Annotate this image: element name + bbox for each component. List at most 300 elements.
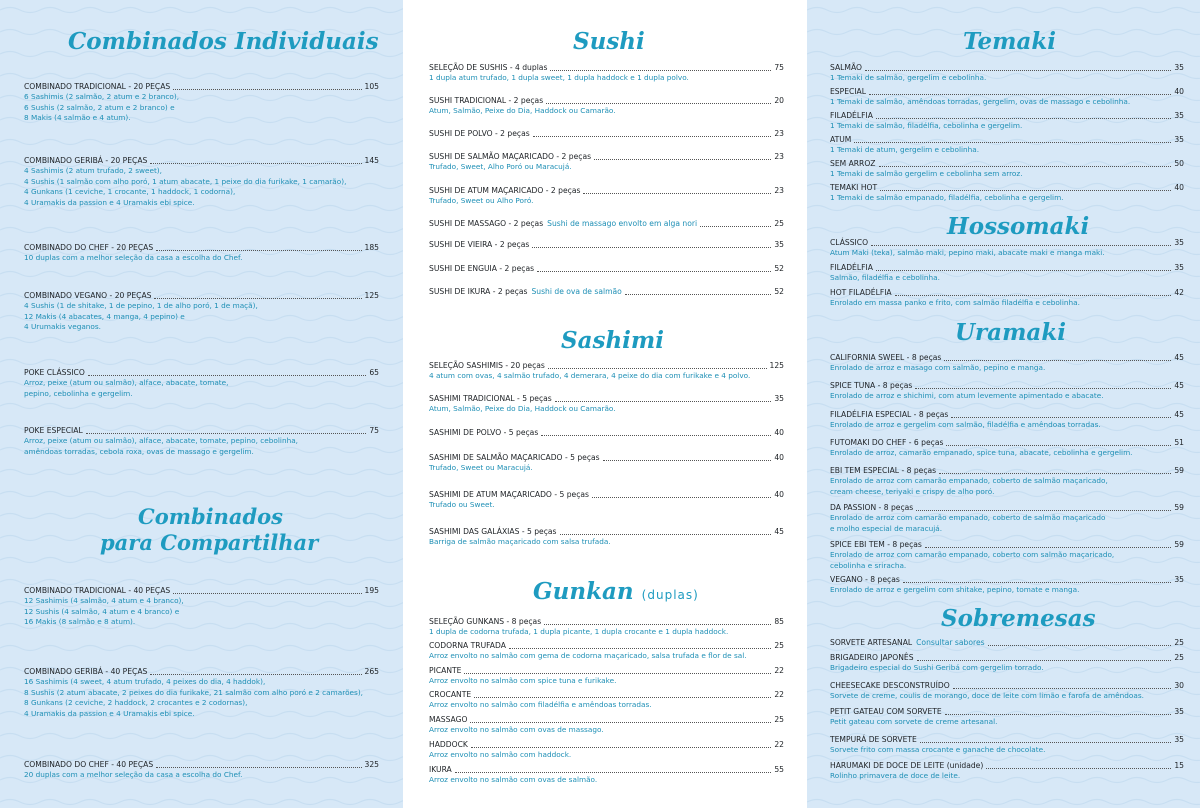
menu-item-price: 35 — [1174, 575, 1184, 584]
dot-leader — [541, 435, 771, 436]
dot-leader — [986, 768, 1171, 769]
dot-leader — [939, 473, 1171, 474]
menu-item-price: 75 — [774, 63, 784, 72]
dot-leader — [854, 142, 1171, 143]
wave-line — [0, 734, 403, 739]
menu-item — [830, 63, 1184, 84]
menu-item-row — [429, 63, 784, 73]
wave-line — [807, 756, 1200, 761]
menu-item-description: 8 Makis (4 salmão e 4 atum). — [24, 113, 131, 123]
dot-leader — [895, 295, 1172, 296]
menu-item-price: 35 — [774, 394, 784, 403]
menu-item-price: 35 — [1174, 238, 1184, 247]
menu-item-name: CLÁSSICO — [830, 238, 869, 247]
dot-leader — [150, 674, 361, 675]
menu-item-row — [830, 638, 1184, 648]
menu-item-description: Sorvete frito com massa crocante e ganache de chocolate. — [830, 745, 1046, 754]
menu-item-description: Enrolado de arroz com camarão empanado, coberto com salmão maçaricado, — [830, 550, 1115, 559]
menu-item-price: 105 — [364, 82, 379, 91]
menu-item-name: HOT FILADÉLFIA — [830, 288, 892, 297]
wave-line — [0, 404, 403, 409]
menu-item-name: PETIT GATEAU COM SORVETE — [830, 707, 942, 716]
menu-item-name: SUSHI DE ATUM MAÇARICADO - 2 peças — [429, 186, 581, 195]
menu-item-price: 35 — [1174, 263, 1184, 272]
wave-line — [0, 140, 403, 145]
title-temaki: Temaki — [963, 28, 1057, 55]
menu-item-description: 4 Gunkans (1 ceviche, 1 crocante, 1 haddock, 1 codorna), — [24, 187, 236, 197]
menu-item-row — [830, 111, 1184, 121]
menu-item-row — [830, 466, 1184, 476]
menu-item — [429, 641, 784, 662]
menu-item-row — [429, 264, 784, 274]
menu-item-description: pepino, cebolinha e gergelim. — [24, 388, 133, 398]
menu-item-description: e molho especial de maracujá. — [830, 523, 943, 533]
dot-leader — [944, 360, 1171, 361]
menu-item — [830, 761, 1184, 782]
dot-leader — [951, 417, 1171, 418]
menu-item — [429, 186, 784, 207]
dot-leader — [988, 645, 1172, 646]
menu-item — [429, 152, 784, 173]
menu-item-name: COMBINADO GERIBÁ - 40 PEÇAS — [24, 667, 148, 676]
menu-item-description: Trufado ou Sweet. — [429, 500, 495, 509]
menu-item — [830, 575, 1184, 596]
title-hossomaki: Hossomaki — [947, 213, 1090, 240]
menu-item-description: Barriga de salmão maçaricado com salsa trufada. — [429, 537, 611, 546]
menu-item — [429, 240, 784, 250]
menu-item-price: 15 — [1174, 761, 1184, 770]
menu-item-description: 4 Urumakis veganos. — [24, 322, 102, 332]
menu-item-row — [429, 740, 784, 750]
menu-item-row — [830, 681, 1184, 691]
menu-item-price: 45 — [1174, 353, 1184, 362]
dot-leader — [532, 247, 771, 248]
menu-item — [830, 707, 1184, 728]
menu-item — [429, 740, 784, 761]
wave-line — [0, 272, 403, 277]
wave-line — [0, 338, 403, 343]
menu-item-description: 8 Sushis (2 atum abacate, 2 peixes do dia furikake, 21 salmão com alho poró e 2 camarões), — [24, 687, 363, 697]
menu-item-description: 1 Temaki de salmão empanado, filadélfia, cebolinha e gergelim. — [830, 193, 1064, 202]
menu-item-row — [429, 129, 784, 139]
wave-line — [807, 8, 1200, 13]
menu-item-name: SUSHI DE MASSAGO - 2 peças — [429, 219, 544, 228]
dot-leader — [546, 103, 771, 104]
menu-item-price: 42 — [1174, 288, 1184, 297]
menu-item-row — [830, 707, 1184, 717]
menu-item — [429, 96, 784, 117]
menu-item-price: 40 — [1174, 87, 1184, 96]
menu-item-name: SELEÇÃO SASHIMIS - 20 peças — [429, 361, 545, 370]
menu-item-row — [830, 87, 1184, 97]
menu-item-price: 55 — [774, 765, 784, 774]
menu-item-price: 40 — [774, 490, 784, 499]
menu-item-description: 4 Sushis (1 de shitake, 1 de pepino, 1 de alho poró, 1 de maçã), — [24, 301, 258, 310]
menu-item-description: 1 Temaki de salmão gergelim e cebolinha sem arroz. — [830, 169, 1023, 178]
dot-leader — [876, 270, 1171, 271]
dot-leader — [544, 624, 771, 625]
menu-item-price: 85 — [774, 617, 784, 626]
menu-item-row — [24, 243, 379, 253]
menu-item-description: Arroz envolto no salmão com ovas de salmão. — [429, 775, 598, 784]
menu-item-row — [429, 666, 784, 676]
menu-item-row — [830, 438, 1184, 448]
menu-item-row — [429, 394, 784, 404]
menu-item-price: 23 — [774, 152, 784, 161]
dot-leader — [471, 747, 771, 748]
menu-item — [830, 735, 1184, 756]
menu-item-price: 25 — [774, 219, 784, 228]
wave-line — [807, 404, 1200, 409]
menu-item-name: SEM ARROZ — [830, 159, 876, 168]
menu-item — [429, 219, 784, 229]
menu-item-name: COMBINADO VEGANO - 20 PEÇAS — [24, 291, 152, 300]
dot-leader — [592, 497, 771, 498]
menu-item-name: SUSHI DE ENGUIA - 2 peças — [429, 264, 535, 273]
menu-item-description: 20 duplas com a melhor seleção da casa a escolha do Chef. — [24, 770, 243, 779]
menu-item — [830, 288, 1184, 309]
menu-item-description: Enrolado de arroz, camarão empanado, spice tuna, abacate, cebolinha e gergelim. — [830, 448, 1133, 457]
menu-item-row — [830, 575, 1184, 585]
menu-item-description: 1 dupla de codorna trufada, 1 dupla picante, 1 dupla crocante e 1 dupla haddock. — [429, 627, 729, 636]
menu-item-row — [830, 653, 1184, 663]
dot-leader — [945, 714, 1172, 715]
dot-leader — [920, 742, 1171, 743]
dot-leader — [154, 298, 361, 299]
menu-item-name: HARUMAKI DE DOCE DE LEITE (unidade) — [830, 761, 984, 770]
menu-item — [429, 394, 784, 415]
dot-leader — [583, 193, 771, 194]
menu-item-description: Arroz envolto no salmão com spice tuna e furikake. — [429, 676, 617, 685]
menu-item-price: 50 — [1174, 159, 1184, 168]
menu-item-row — [830, 183, 1184, 193]
dot-leader — [550, 70, 771, 71]
menu-item-name: SASHIMI DE POLVO - 5 peças — [429, 428, 539, 437]
title-combinados-compartilhar-1: Combinados — [138, 504, 283, 529]
menu-item-description: Enrolado de arroz com camarão empanado, coberto de salmão maçaricado — [830, 513, 1106, 522]
menu-item-price: 52 — [774, 264, 784, 273]
menu-item-row — [24, 667, 379, 677]
menu-item — [24, 243, 379, 264]
menu-item — [429, 129, 784, 139]
menu-item-name: COMBINADO GERIBÁ - 20 PEÇAS — [24, 156, 148, 165]
dot-leader — [156, 767, 361, 768]
menu-item-description: cebolinha e sriracha. — [830, 560, 907, 570]
menu-item-row — [429, 428, 784, 438]
menu-item — [429, 453, 784, 474]
dot-leader — [953, 688, 1172, 689]
wave-line — [0, 470, 403, 475]
menu-item-name: TEMAKI HOT — [830, 183, 878, 192]
dot-leader — [925, 547, 1171, 548]
dot-leader — [455, 772, 772, 773]
wave-line — [0, 646, 403, 651]
dot-leader — [156, 250, 361, 251]
menu-item-price: 35 — [1174, 135, 1184, 144]
menu-item-price: 125 — [364, 291, 379, 300]
menu-item — [429, 690, 784, 711]
menu-item — [830, 410, 1184, 431]
menu-item-name: CHEESECAKE DESCONSTRUÍDO — [830, 681, 950, 690]
menu-item-description: 4 Sashimis (2 atum trufado, 2 sweet), — [24, 166, 162, 175]
menu-item — [830, 466, 1184, 497]
menu-item-name: SASHIMI DAS GALÁXIAS - 5 peças — [429, 527, 557, 536]
dot-leader — [173, 89, 361, 90]
menu-item-description: Sorvete de creme, coulis de morango, doce de leite com limão e farofa de amêndoas. — [830, 691, 1144, 700]
menu-item-description: cream cheese, teriyaki e crispy de alho poró. — [830, 486, 995, 496]
menu-item-row — [830, 263, 1184, 273]
menu-item-description: Rolinho primavera de doce de leite. — [830, 771, 961, 780]
menu-item-row — [24, 760, 379, 770]
wave-line — [0, 74, 403, 79]
menu-item-price: 30 — [1174, 681, 1184, 690]
menu-item-price: 35 — [1174, 735, 1184, 744]
menu-item — [830, 159, 1184, 180]
menu-item-description: 16 Makis (8 salmão e 8 atum). — [24, 617, 136, 627]
menu-item — [830, 681, 1184, 702]
panel-combinados — [0, 0, 403, 808]
menu-item-name: SUSHI DE POLVO - 2 peças — [429, 129, 530, 138]
menu-item-name: SASHIMI TRADICIONAL - 5 peças — [429, 394, 552, 403]
menu-item-name: POKE CLÁSSICO — [24, 368, 85, 377]
wave-line — [0, 8, 403, 13]
menu-item-name: SASHIMI DE SALMÃO MAÇARICADO - 5 peças — [429, 453, 600, 462]
menu-item-name: SASHIMI DE ATUM MAÇARICADO - 5 peças — [429, 490, 589, 499]
menu-item-description: 4 atum com ovas, 4 salmão trufado, 4 demerara, 4 peixe do dia com furikake e 4 polvo. — [429, 371, 751, 380]
menu-item-price: 59 — [1174, 466, 1184, 475]
menu-item-row — [429, 186, 784, 196]
menu-item-price: 195 — [364, 586, 379, 595]
menu-item-description: 12 Sushis (4 salmão, 4 atum e 4 branco) e — [24, 606, 180, 616]
menu-item-description: 8 Gunkans (2 ceviche, 2 haddock, 2 crocantes e 2 codornas), — [24, 698, 248, 708]
menu-item-description: 10 duplas com a melhor seleção da casa a escolha do Chef. — [24, 253, 243, 262]
menu-item-row — [24, 82, 379, 92]
dot-leader — [560, 534, 772, 535]
menu-item-name: BRIGADEIRO JAPONÊS — [830, 653, 914, 662]
menu-item-inline-desc: Consultar sabores — [916, 638, 985, 647]
dot-leader — [603, 460, 772, 461]
menu-item — [24, 426, 379, 457]
dot-leader — [173, 593, 361, 594]
menu-item-inline-desc: Sushi de ova de salmão — [531, 287, 622, 296]
menu-item-row — [429, 490, 784, 500]
menu-item-row — [830, 353, 1184, 363]
menu-item — [24, 368, 379, 399]
panel-sushi — [403, 0, 807, 808]
menu-item-description: Trufado, Sweet, Alho Poró ou Maracujá. — [429, 162, 572, 171]
menu-item-price: 52 — [774, 287, 784, 296]
menu-item-price: 45 — [1174, 410, 1184, 419]
menu-item — [429, 63, 784, 84]
dot-leader — [880, 190, 1171, 191]
menu-item-description: 12 Sashimis (4 salmão, 4 atum e 4 branco), — [24, 596, 184, 605]
menu-item — [429, 765, 784, 786]
menu-item-price: 22 — [774, 690, 784, 699]
menu-item-row — [830, 735, 1184, 745]
menu-item-price: 25 — [774, 641, 784, 650]
menu-item-price: 40 — [774, 428, 784, 437]
menu-item-row — [830, 381, 1184, 391]
dot-leader — [946, 445, 1171, 446]
menu-item-description: 6 Sashimis (2 salmão, 2 atum e 2 branco), — [24, 92, 180, 101]
panel-temaki — [807, 0, 1200, 808]
menu-item — [830, 381, 1184, 402]
menu-item-name: FUTOMAKI DO CHEF - 6 peças — [830, 438, 944, 447]
menu-item-price: 25 — [1174, 653, 1184, 662]
dot-leader — [470, 722, 771, 723]
menu-item — [830, 135, 1184, 156]
menu-item-price: 22 — [774, 666, 784, 675]
menu-item-row — [429, 765, 784, 775]
menu-item-price: 125 — [769, 361, 784, 370]
dot-leader — [865, 70, 1171, 71]
dot-leader — [464, 673, 771, 674]
menu-item — [830, 111, 1184, 132]
menu-item-row — [429, 240, 784, 250]
menu-item-name: SORVETE ARTESANAL — [830, 638, 913, 647]
menu-item-description: Trufado, Sweet ou Alho Poró. — [429, 196, 534, 205]
menu-item-price: 35 — [774, 240, 784, 249]
menu-item-name: COMBINADO DO CHEF - 40 PEÇAS — [24, 760, 154, 769]
menu-item-name: EBI TEM ESPECIAL - 8 peças — [830, 466, 937, 475]
wave-line — [0, 558, 403, 563]
menu-item — [429, 428, 784, 438]
dot-leader — [474, 697, 771, 698]
menu-item-name: CALIFORNIA SWEEL - 8 peças — [830, 353, 942, 362]
menu-item-description: 1 Temaki de salmão, filadélfia, cebolinha e gergelim. — [830, 121, 1023, 130]
menu-item-row — [429, 641, 784, 651]
menu-item-description: Arroz envolto no salmão com ovas de massago. — [429, 725, 604, 734]
menu-item-description: Enrolado de arroz e gergelim com salmão, filadélfia e amêndoas torradas. — [830, 420, 1101, 429]
menu-item-description: Atum, Salmão, Peixe do Dia, Haddock ou Camarão. — [429, 106, 616, 115]
menu-item-price: 40 — [774, 453, 784, 462]
menu-item — [24, 82, 379, 124]
menu-item-name: COMBINADO DO CHEF - 20 PEÇAS — [24, 243, 154, 252]
menu-item-name: IKURA — [429, 765, 452, 774]
menu-item — [429, 527, 784, 548]
menu-item-description: Arroz envolto no salmão com haddock. — [429, 750, 572, 759]
menu-item-row — [24, 586, 379, 596]
dot-leader — [594, 159, 771, 160]
dot-leader — [879, 166, 1172, 167]
menu-item-name: FILADÉLFIA — [830, 111, 873, 120]
menu-item-name: SUSHI DE SALMÃO MAÇARICADO - 2 peças — [429, 152, 592, 161]
dot-leader — [915, 388, 1171, 389]
menu-item — [429, 490, 784, 511]
menu-item-row — [429, 453, 784, 463]
menu-item-description: 16 Sashimis (4 sweet, 4 atum trufado, 4 peixes do dia, 4 haddok), — [24, 677, 266, 686]
menu-item-name: TEMPURÁ DE SORVETE — [830, 735, 917, 744]
menu-item-price: 65 — [369, 368, 379, 377]
menu-item-description: 4 Uramakis da passion e 4 Uramakis ebi spice. — [24, 708, 195, 718]
menu-item-description: amêndoas torradas, cebola roxa, ovas de massago e gergelim. — [24, 446, 254, 456]
menu-item-row — [830, 238, 1184, 248]
menu-item-row — [830, 503, 1184, 513]
menu-item-row — [429, 96, 784, 106]
menu-item-price: 23 — [774, 129, 784, 138]
menu-item-name: DA PASSION - 8 peças — [830, 503, 914, 512]
menu-item-price: 45 — [1174, 381, 1184, 390]
menu-item — [830, 438, 1184, 459]
menu-item — [24, 586, 379, 628]
menu-item-description: Arroz envolto no salmão com filadélfia e amêndoas torradas. — [429, 700, 652, 709]
menu-item-name: CROCANTE — [429, 690, 472, 699]
menu-item-description: Atum Maki (teka), salmão maki, pepino maki, abacate maki e manga maki. — [830, 248, 1105, 257]
menu-item-row — [24, 291, 379, 301]
menu-item-row — [429, 617, 784, 627]
menu-item-price: 23 — [774, 186, 784, 195]
menu-item-description: Enrolado de arroz e masago com salmão, pepino e manga. — [830, 363, 1046, 372]
wave-line — [0, 580, 403, 585]
menu-item — [830, 638, 1184, 648]
menu-item-row — [24, 156, 379, 166]
menu-item-description: 4 Uramakis da passion e 4 Uramakis ebi spice. — [24, 197, 195, 207]
title-sobremesas: Sobremesas — [941, 605, 1096, 632]
menu-item-name: SUSHI DE IKURA - 2 peças — [429, 287, 528, 296]
menu-item-price: 51 — [1174, 438, 1184, 447]
title-combinados-individuais: Combinados Individuais — [68, 28, 379, 55]
wave-line — [0, 492, 403, 497]
menu-item-row — [429, 219, 784, 229]
menu-item — [429, 715, 784, 736]
menu-item-description: Enrolado em massa panko e frito, com salmão filadélfia e cebolinha. — [830, 298, 1080, 307]
menu-item-name: HADDOCK — [429, 740, 468, 749]
menu-item-name: CODORNA TRUFADA — [429, 641, 506, 650]
menu-item-row — [830, 761, 1184, 771]
dot-leader — [700, 226, 771, 227]
menu-item-name: SUSHI DE VIEIRA - 2 peças — [429, 240, 530, 249]
menu-item-name: COMBINADO TRADICIONAL - 40 PEÇAS — [24, 586, 171, 595]
wave-line — [807, 800, 1200, 805]
menu-item-description: Brigadeiro especial do Sushi Geribá com gergelim torrado. — [830, 663, 1044, 672]
menu-item-description: Petit gateau com sorvete de creme artesanal. — [830, 717, 998, 726]
menu-item — [429, 287, 784, 297]
menu-item-description: Enrolado de arroz com camarão empanado, coberto de salmão maçaricado, — [830, 476, 1108, 485]
menu-item-row — [830, 410, 1184, 420]
menu-item-row — [429, 690, 784, 700]
menu-item — [24, 291, 379, 333]
menu-item-price: 59 — [1174, 503, 1184, 512]
menu-item-price: 35 — [1174, 111, 1184, 120]
dot-leader — [916, 510, 1171, 511]
menu-item — [830, 353, 1184, 374]
dot-leader — [869, 94, 1171, 95]
menu-item-row — [830, 63, 1184, 73]
menu-item-description: Enrolado de arroz e gergelim com shitake, pepino, tomate e manga. — [830, 585, 1080, 594]
menu-item-description: Arroz envolto no salmão com gema de codorna maçaricado, salsa trufada e flor de sal. — [429, 651, 747, 660]
menu-item — [429, 264, 784, 274]
menu-item-row — [429, 527, 784, 537]
menu-item-name: SPICE TUNA - 8 peças — [830, 381, 913, 390]
menu-item — [429, 361, 784, 382]
menu-item-name: POKE ESPECIAL — [24, 426, 83, 435]
menu-item — [830, 503, 1184, 534]
menu-item — [24, 156, 379, 208]
menu-item — [24, 667, 379, 719]
menu-item-name: MASSAGO — [429, 715, 468, 724]
menu-item-description: 1 Temaki de salmão, amêndoas torradas, gergelim, ovas de massago e cebolinha. — [830, 97, 1131, 106]
menu-item-price: 25 — [1174, 638, 1184, 647]
menu-item-price: 20 — [774, 96, 784, 105]
wave-line — [807, 206, 1200, 211]
menu-item — [830, 653, 1184, 674]
menu-item-name: FILADÉLFIA — [830, 263, 873, 272]
dot-leader — [903, 582, 1172, 583]
dot-leader — [509, 648, 771, 649]
menu-item — [830, 238, 1184, 259]
menu-item-row — [830, 288, 1184, 298]
menu-item-price: 75 — [369, 426, 379, 435]
